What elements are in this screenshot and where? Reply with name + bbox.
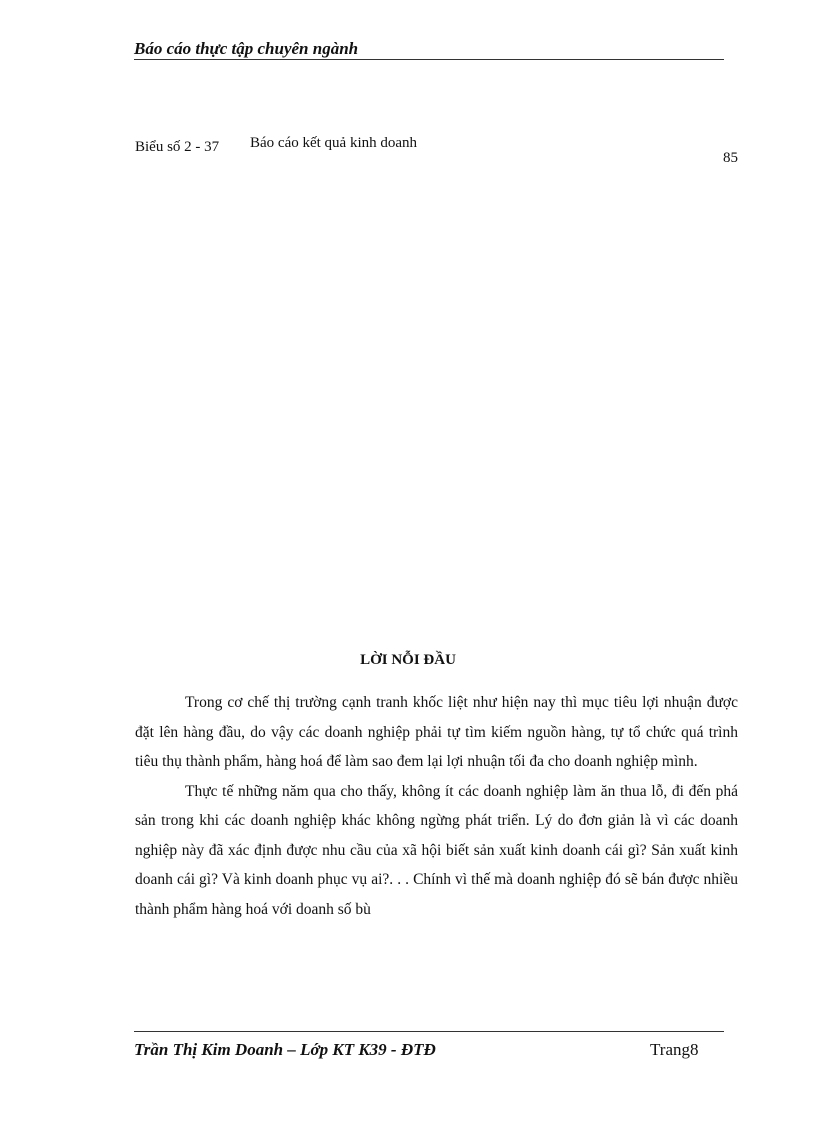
footer-divider bbox=[134, 1031, 724, 1032]
toc-entry-title: Báo cáo kết quả kinh doanh bbox=[250, 135, 418, 151]
body-text bbox=[135, 688, 738, 924]
footer-page-number: Trang8 bbox=[650, 1040, 699, 1059]
toc-entry-page: 85 bbox=[723, 150, 738, 166]
paragraph: Thực tế những năm qua cho thấy, không ít các doanh nghiệp làm ăn thua lỗ, đi đến phá sản trong khi các doanh nghiệp khác không ngừng phát triển. Lý do đơn giản là vì các doanh nghiệp này đã xác định được nhu cầu của xã hội biết sản xuất kinh doanh cái gì? Sản xuất kinh doanh cái gì? Và kinh doanh phục vụ ai?. . . Chính vì thế mà doanh nghiệp đó sẽ bán được nhiều thành phẩm hàng hoá với doanh số bù bbox=[135, 782, 738, 918]
section-title: LỜI NỖI ĐẦU bbox=[360, 652, 456, 668]
paragraph: Trong cơ chế thị trường cạnh tranh khốc liệt như hiện nay thì mục tiêu lợi nhuận được đặt lên hàng đầu, do vậy các doanh nghiệp phải tự tìm kiếm nguồn hàng, tự tổ chức quá trình tiêu thụ thành phẩm, hàng hoá để làm sao đem lại lợi nhuận tối đa cho doanh nghiệp mình. bbox=[135, 694, 738, 770]
footer-author: Trần Thị Kim Doanh – Lớp KT K39 - ĐTĐ bbox=[134, 1040, 436, 1059]
toc-entry-label: Biểu số 2 - 37 bbox=[135, 139, 220, 155]
header-title: Báo cáo thực tập chuyên ngành bbox=[134, 39, 359, 58]
toc-entry bbox=[135, 133, 738, 183]
page-header bbox=[134, 40, 724, 60]
